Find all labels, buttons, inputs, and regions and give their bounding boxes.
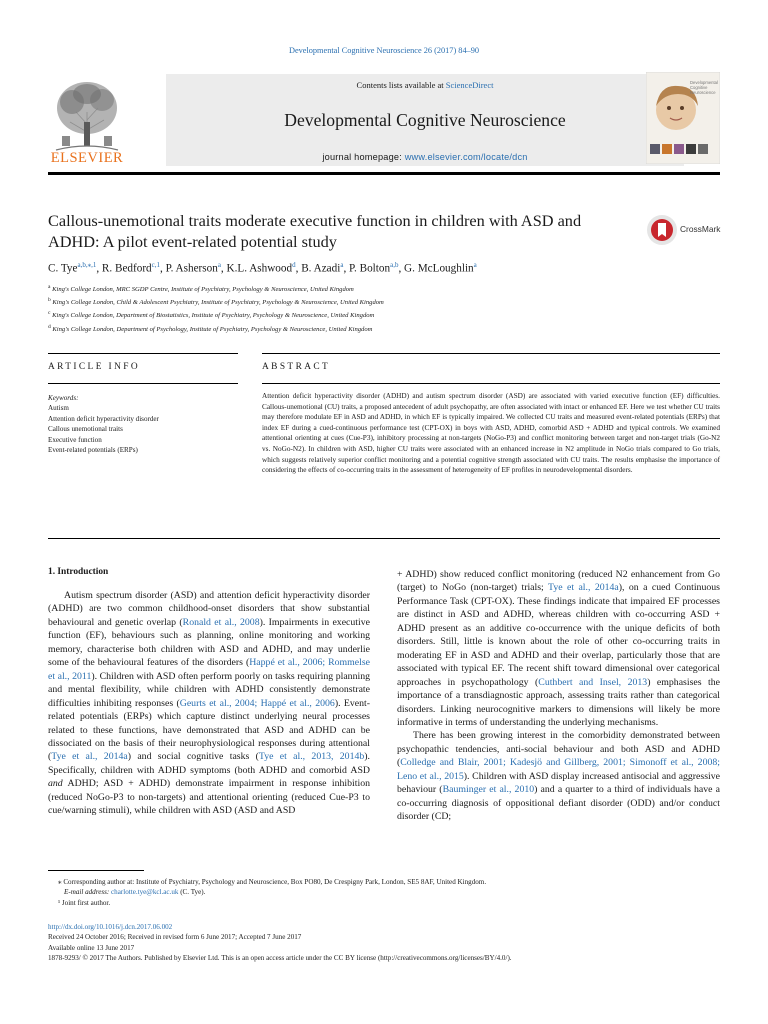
citation-link[interactable]: Tye et al., 2013, 2014b [258, 751, 365, 763]
affiliation-item: $^b$ King's College London, Child & Adolescent Psychiatry, Institute of Psychiatry, Psychology & Neuroscience, United Kingdom [48, 297, 384, 307]
abstract-text: Attention deficit hyperactivity disorder (ADHD) and autism spectrum disorder (ASD) are associated with varied executive function (EF) difficulties. Callous-unemotional (CU) traits, a proposed antecedent of adult psychopathy, are often associated with intact or enhanced EF. Here we test whether CU traits may therefore modulate EF in ASD and ADHD, in which EF is typically impaired. We collected CU traits and measured event-related potentials (ERPs) that index EF during a cued-continuous performance test (CPT-OX) in boys with ASD, ADHD, comorbid ASD + ADHD and typical controls. We examined attentional orienting at cues (Cue-P3), inhibitory processing at non-targets (NoGo-P3) and conflict monitoring between target and non-target trials (Go-N2 vs. NoGo-N2). In children with ASD, higher CU traits were associated with an enhanced increase in N2 amplitude in NoGo trials compared to Go trials, which suggests relatively superior conflict monitoring and a potential cognitive strength associated with CU traits. The results emphasise the importance of considering the effects of co-occurring traits in the assessment of heterogeneity of EF profiles in neurodevelopmental disorders. [262, 392, 720, 475]
affiliation-marker: b [48, 297, 51, 304]
received-dates: Received 24 October 2016; Received in revised form 6 June 2017; Accepted 7 June 2017 [48, 933, 302, 942]
keyword-item: Event-related potentials (ERPs) [48, 446, 138, 455]
homepage-link[interactable]: www.elsevier.com/locate/dcn [404, 152, 528, 162]
affiliation-item: $^d$ King's College London, Department of Psychology, Institute of Psychiatry, Psychology & Neuroscience, United Kingdom [48, 323, 373, 333]
author-name[interactable]: B. Azadi [301, 262, 341, 275]
intro-paragraph-1-continued: + ADHD) show reduced conflict monitoring (reduced N2 enhancement from Go (target) to NoGo (non-target) trials; Tye et al., 2014a), on a cued Continuous Performance Task (CPT-OX). These findings indicate that impaired EF processes are distinct in ASD and ADHD, whereas children with co-occurring ASD + ADHD present as an additive co-occurrence with the unique deficits of both disorders. Still, little is known about the role of other co-occurring traits in moderating EF in ASD and ADHD and their overlap, particularly those that are associated with typical EF. The recent shift toward dimensional over categorical approaches in psychopathology (Cuthbert and Insel, 2013) emphasises the importance of a transdiagnostic approach, assessing traits rather than categorical disorders. Linking neurocognitive markers to dimensions will likely be more informative in terms of understanding the underlying mechanisms. [397, 569, 720, 728]
joint-first-author-note: ¹ Joint first author. [58, 898, 111, 907]
corresponding-author-note: ⁎ Corresponding author at: Institute of Psychiatry, Psychology and Neuroscience, Box PO80, De Crespigny Park, London, SE5 8AF, United Kingdom. [58, 878, 487, 886]
citation-link[interactable]: Bauminger et al., 2010 [442, 784, 535, 796]
affiliation-item: $^c$ King's College London, Department of Biostatistics, Institute of Psychiatry, Psychology & Neuroscience, United Kingdom [48, 310, 375, 320]
journal-header-box [166, 74, 684, 166]
intro-left-column [48, 589, 370, 818]
keyword-item: Executive function [48, 435, 102, 444]
journal-homepage-line [166, 152, 684, 162]
journal-banner [48, 72, 720, 170]
author-name[interactable]: K.L. Ashwood [226, 262, 293, 275]
citation-link[interactable]: Geurts et al., 2004; Happé et al., 2006 [179, 697, 335, 709]
author-name[interactable]: G. McLoughlin [404, 262, 474, 275]
crossmark-icon [646, 214, 678, 246]
header-divider [48, 172, 720, 175]
article-info-top-rule [48, 353, 238, 354]
keyword-item: Attention deficit hyperactivity disorder [48, 414, 159, 423]
footnote-rule [48, 870, 144, 871]
author-affiliation-marker[interactable]: a [217, 261, 221, 269]
article-title: Callous-unemotional traits moderate executive function in children with ASD and ADHD: A pilot event-related potential study [48, 211, 582, 251]
author-name[interactable]: P. Asherson [165, 262, 218, 275]
crossmark-label: CrossMark [680, 224, 721, 234]
journal-title: Developmental Cognitive Neuroscience [284, 110, 566, 130]
contents-line [166, 80, 684, 90]
doi-block [48, 922, 720, 964]
author-name[interactable]: C. Tye [48, 262, 78, 275]
citation-link[interactable]: Tye et al., 2014a [51, 751, 128, 763]
author-affiliation-marker[interactable]: a,b,⁎,1 [77, 261, 97, 269]
author-name[interactable]: R. Bedford [101, 262, 152, 275]
author-list: C. Tye$^{a,b,⁎,1}$, R. Bedford$^{c,1}$, P. Asherson$^a$, K.L. Ashwood$^d$, B. Azadi$^a$, P. Bolton$^{a,b}$, G. McLoughlin$^a$ [48, 261, 477, 275]
homepage-prefix: journal homepage: [322, 152, 405, 162]
email-note [58, 887, 720, 897]
cover-title: Developmental Cognitive Neuroscience [690, 80, 718, 95]
affiliation-marker: a [48, 284, 51, 290]
author-affiliation-marker[interactable]: a [473, 261, 477, 269]
abstract-top-rule [262, 353, 720, 354]
article-info-mid-rule [48, 383, 238, 384]
journal-citation-link[interactable]: Developmental Cognitive Neuroscience 26 (2017) 84–90 [288, 46, 480, 55]
article-info-heading: ARTICLE INFO [48, 362, 141, 372]
keyword-item: Autism [48, 404, 69, 413]
author-name[interactable]: P. Bolton [349, 262, 391, 275]
intro-paragraph-2: There has been growing interest in the comorbidity demonstrated between psychopathic tendencies, anti-social behaviour and both ASD and ADHD (Colledge and Blair, 2001; Kadesjö and Gillberg, 2001; Simonoff et al., 2008; Leno et al., 2015). Children with ASD display increased antisocial and aggressive behaviour (Bauminger et al., 2010) and a quarter to a third of individuals have a co-occurring diagnosis of oppositional defiant disorder (ODD) and/or conduct disorder (CD; [397, 730, 721, 823]
keywords-label: Keywords: [48, 394, 79, 402]
citation-link[interactable]: Happé et al., 2006; Rommelse et al., 2011 [48, 657, 370, 682]
author-affiliation-marker[interactable]: a,b [390, 261, 399, 269]
available-online: Available online 13 June 2017 [48, 943, 135, 952]
contents-prefix: Contents lists available at [356, 80, 446, 90]
abstract-bottom-rule [48, 538, 720, 539]
abstract-heading: ABSTRACT [262, 362, 331, 372]
keyword-item: Callous unemotional traits [48, 425, 123, 434]
license-statement: 1878-9293/ © 2017 The Authors. Published by Elsevier Ltd. This is an open access article under the CC BY license (http://creativecommons.org/licenses/BY/4.0/). [48, 954, 512, 963]
author-affiliation-marker[interactable]: d [292, 261, 296, 269]
author-affiliation-marker[interactable]: a [340, 261, 344, 269]
doi-link[interactable]: http://dx.doi.org/10.1016/j.dcn.2017.06.002 [48, 923, 173, 931]
affiliation-list [48, 282, 720, 335]
author-affiliation-marker[interactable]: c,1 [151, 261, 160, 269]
introduction-heading: 1. Introduction [48, 567, 109, 577]
journal-cover-image [646, 72, 720, 164]
citation-link[interactable]: Cuthbert and Insel, 2013 [538, 676, 648, 688]
citation-link[interactable]: Colledge and Blair, 2001; Kadesjö and Gillberg, 2001; Simonoff et al., 2008; Leno et al., 2015 [397, 757, 720, 782]
affiliation-marker: c [48, 310, 51, 317]
sciencedirect-link[interactable]: ScienceDirect [445, 80, 494, 90]
citation-link[interactable]: Ronald et al., 2008 [182, 616, 260, 628]
emphasis-text: and [48, 778, 63, 790]
email-label: E-mail address: [64, 888, 112, 897]
email-link[interactable]: charlotte.tye@kcl.ac.uk [111, 888, 179, 897]
affiliation-item: $^a$ King's College London, MRC SGDP Centre, Institute of Psychiatry, Psychology & Neuroscience, United Kingdom [48, 284, 354, 294]
affiliation-marker: d [48, 323, 51, 330]
footnotes [58, 877, 720, 908]
citation-link[interactable]: Tye et al., 2014a [548, 582, 619, 594]
crossmark-badge[interactable] [646, 214, 724, 248]
abstract-mid-rule [262, 383, 720, 384]
publisher-wordmark: ELSEVIER [50, 150, 124, 166]
intro-paragraph-1: Autism spectrum disorder (ASD) and attention deficit hyperactivity disorder (ADHD) are two common childhood-onset disorders that show substantial behavioural and genetic overlap (Ronald et al., 2008). Impairments in executive function (EF), behaviours such as planning, online monitoring and working memory, characterise both children with ASD and ADHD, and may underlie some of the behavioural features of the disorders (Happé et al., 2006; Rommelse et al., 2011). Children with ASD often perform poorly on tasks requiring planning and mental flexibility, while children with ADHD consistently demonstrate difficulties inhibiting responses (Geurts et al., 2004; Happé et al., 2006). Event-related potentials (ERPs) which capture distinct underlying neural processes related to these functions, have demonstrated that ASD and ADHD can be dissociated on the basis of their neurophysiological responses during attentional (Tye et al., 2014a) and social cognitive tasks (Tye et al., 2013, 2014b). Specifically, children with ADHD symptoms (both ADHD and comorbid ASD and ADHD; ASD + ADHD) demonstrate impairment in response inhibition (reduced NoGo-P3 to non-targets) and attentional orienting (reduced Cue-P3 to cue/warning stimuli), while children with ASD (ASD and ASD [48, 590, 370, 817]
elsevier-logo [48, 72, 126, 170]
keywords-block [48, 393, 228, 455]
email-suffix: (C. Tye). [178, 888, 206, 897]
intro-right-column [397, 568, 720, 824]
